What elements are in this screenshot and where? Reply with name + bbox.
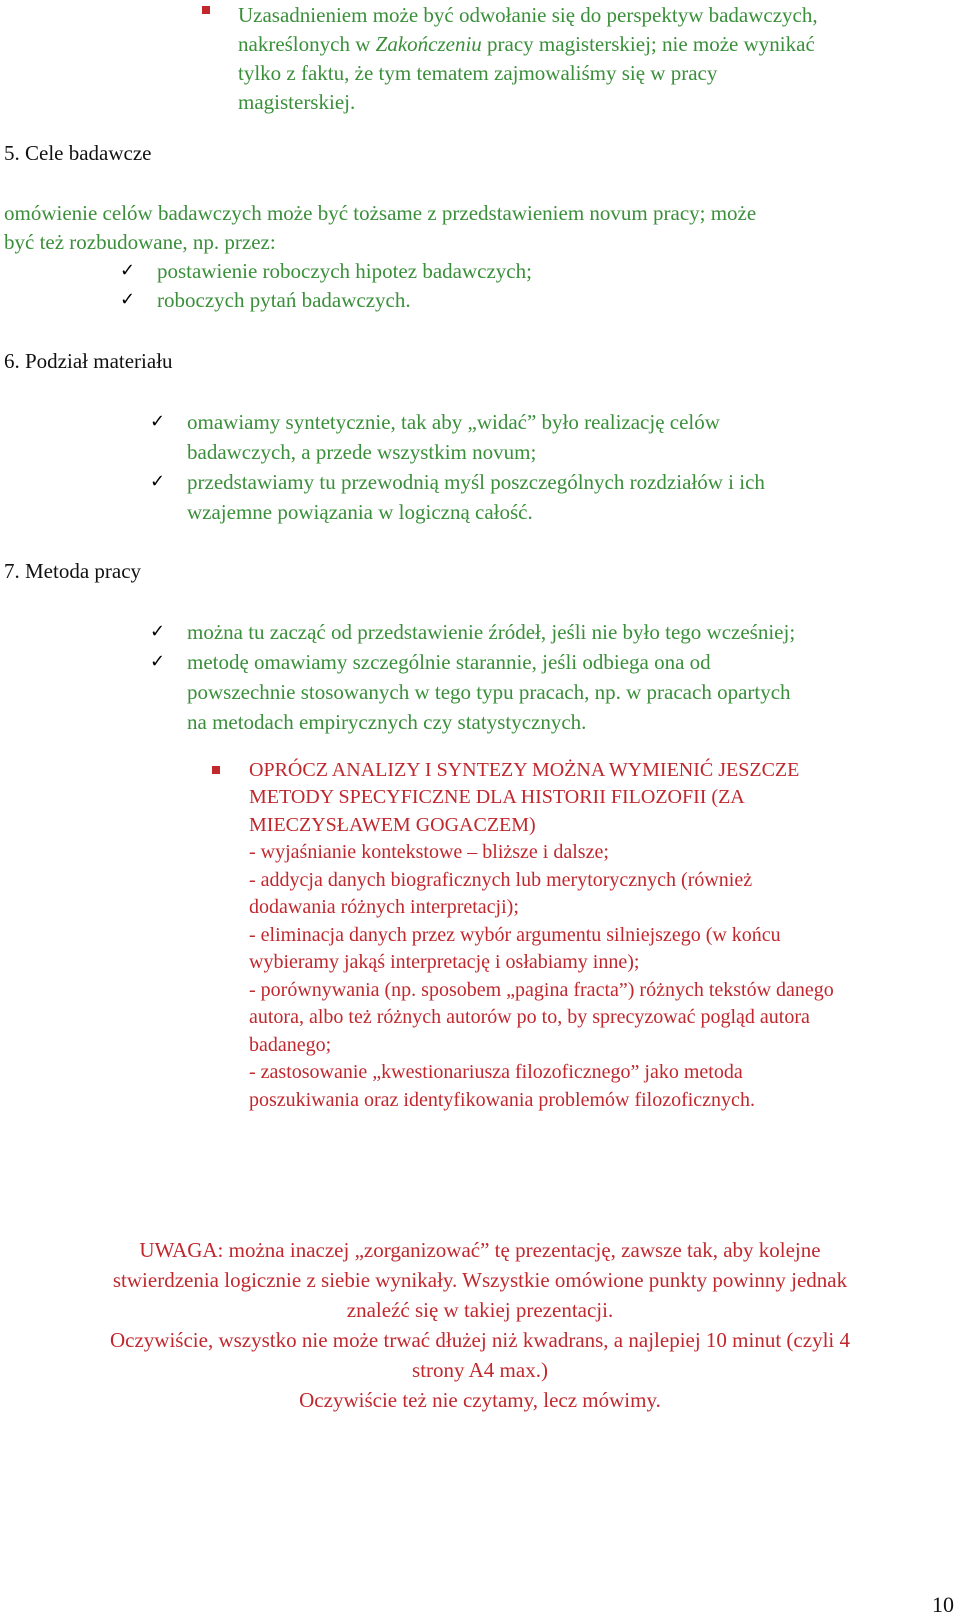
check-mark-icon: ✓ <box>150 651 166 672</box>
box-line-1: OPRÓCZ ANALIZY I SYNTEZY MOŻNA WYMIENIĆ JESZCZE <box>249 759 800 781</box>
box-line-13: poszukiwania oraz identyfikowania problemów filozoficznych. <box>249 1089 755 1111</box>
section-5-heading: 5. Cele badawcze <box>4 141 152 165</box>
check-mark-icon: ✓ <box>120 289 136 310</box>
note-line-4: Oczywiście, wszystko nie może trwać dłużej niż kwadrans, a najlepiej 10 minut (czyli 4 <box>109 1328 850 1352</box>
s7-item-2-line-2: powszechnie stosowanych w tego typu pracach, np. w pracach opartych <box>187 680 791 704</box>
s6-item-1-line-2: badawczych, a przede wszystkim novum; <box>187 440 537 464</box>
s4-line-2: nakreślonych w Zakończeniu pracy magisterskiej; nie może wynikać <box>238 32 815 56</box>
box-line-2: METODY SPECYFICZNE DLA HISTORII FILOZOFII (ZA <box>249 786 745 808</box>
s6-item-1-line-1: omawiamy syntetycznie, tak aby „widać” było realizację celów <box>187 410 720 434</box>
square-bullet-icon <box>202 6 210 14</box>
s7-item-2-line-1: metodę omawiamy szczególnie starannie, jeśli odbiega ona od <box>187 650 711 674</box>
box-line-6: dodawania różnych interpretacji); <box>249 896 519 918</box>
square-bullet-icon <box>212 766 220 774</box>
check-mark-icon: ✓ <box>150 621 166 642</box>
s5-check-1: postawienie roboczych hipotez badawczych; <box>157 259 532 283</box>
box-line-3: MIECZYSŁAWEM GOGACZEM) <box>249 814 536 836</box>
box-line-7: - eliminacja danych przez wybór argumentu silniejszego (w końcu <box>249 924 781 946</box>
box-line-9: - porównywania (np. sposobem „pagina fracta”) różnych tekstów danego <box>249 979 834 1001</box>
section-6-heading: 6. Podział materiału <box>4 349 173 373</box>
s4-line-4: magisterskiej. <box>238 90 356 114</box>
note-line-2: stwierdzenia logicznie z siebie wynikały. Wszystkie omówione punkty powinny jednak <box>112 1268 848 1292</box>
check-mark-icon: ✓ <box>150 411 166 432</box>
s7-item-2-line-3: na metodach empirycznych czy statystycznych. <box>187 710 587 734</box>
section-7-heading: 7. Metoda pracy <box>4 559 142 583</box>
note-line-5: strony A4 max.) <box>412 1358 548 1382</box>
box-line-11: badanego; <box>249 1034 332 1056</box>
box-line-12: - zastosowanie „kwestionariusza filozoficznego” jako metoda <box>249 1061 743 1083</box>
box-line-8: wybieramy jakąś interpretację i osłabiamy inne); <box>249 951 640 973</box>
s6-item-2-line-2: wzajemne powiązania w logiczną całość. <box>187 500 533 524</box>
page-number: 10 <box>932 1592 954 1617</box>
box-line-4: - wyjaśnianie kontekstowe – bliższe i dalsze; <box>249 841 609 863</box>
s6-item-2-line-1: przedstawiamy tu przewodnią myśl poszczególnych rozdziałów i ich <box>187 470 765 494</box>
s5-check-2: roboczych pytań badawczych. <box>157 288 411 312</box>
s7-item-1-line-1: można tu zacząć od przedstawienie źródeł, jeśli nie było tego wcześniej; <box>187 620 796 644</box>
s5-para-1: omówienie celów badawczych może być tożsame z przedstawieniem novum pracy; może <box>4 201 757 225</box>
check-mark-icon: ✓ <box>120 260 136 281</box>
note-line-1: UWAGA: można inaczej „zorganizować” tę prezentację, zawsze tak, aby kolejne <box>139 1238 821 1262</box>
s5-para-2: być też rozbudowane, np. przez: <box>4 230 276 254</box>
note-line-3: znaleźć się w takiej prezentacji. <box>346 1298 614 1322</box>
s4-line-1: Uzasadnieniem może być odwołanie się do perspektyw badawczych, <box>238 3 818 27</box>
s4-line-3: tylko z faktu, że tym tematem zajmowaliśmy się w pracy <box>238 61 718 85</box>
box-line-5: - addycja danych biograficznych lub merytorycznych (również <box>249 869 753 891</box>
box-line-10: autora, albo też różnych autorów po to, by sprecyzować pogląd autora <box>249 1006 810 1028</box>
note-line-6: Oczywiście też nie czytamy, lecz mówimy. <box>299 1388 661 1412</box>
check-mark-icon: ✓ <box>150 471 166 492</box>
